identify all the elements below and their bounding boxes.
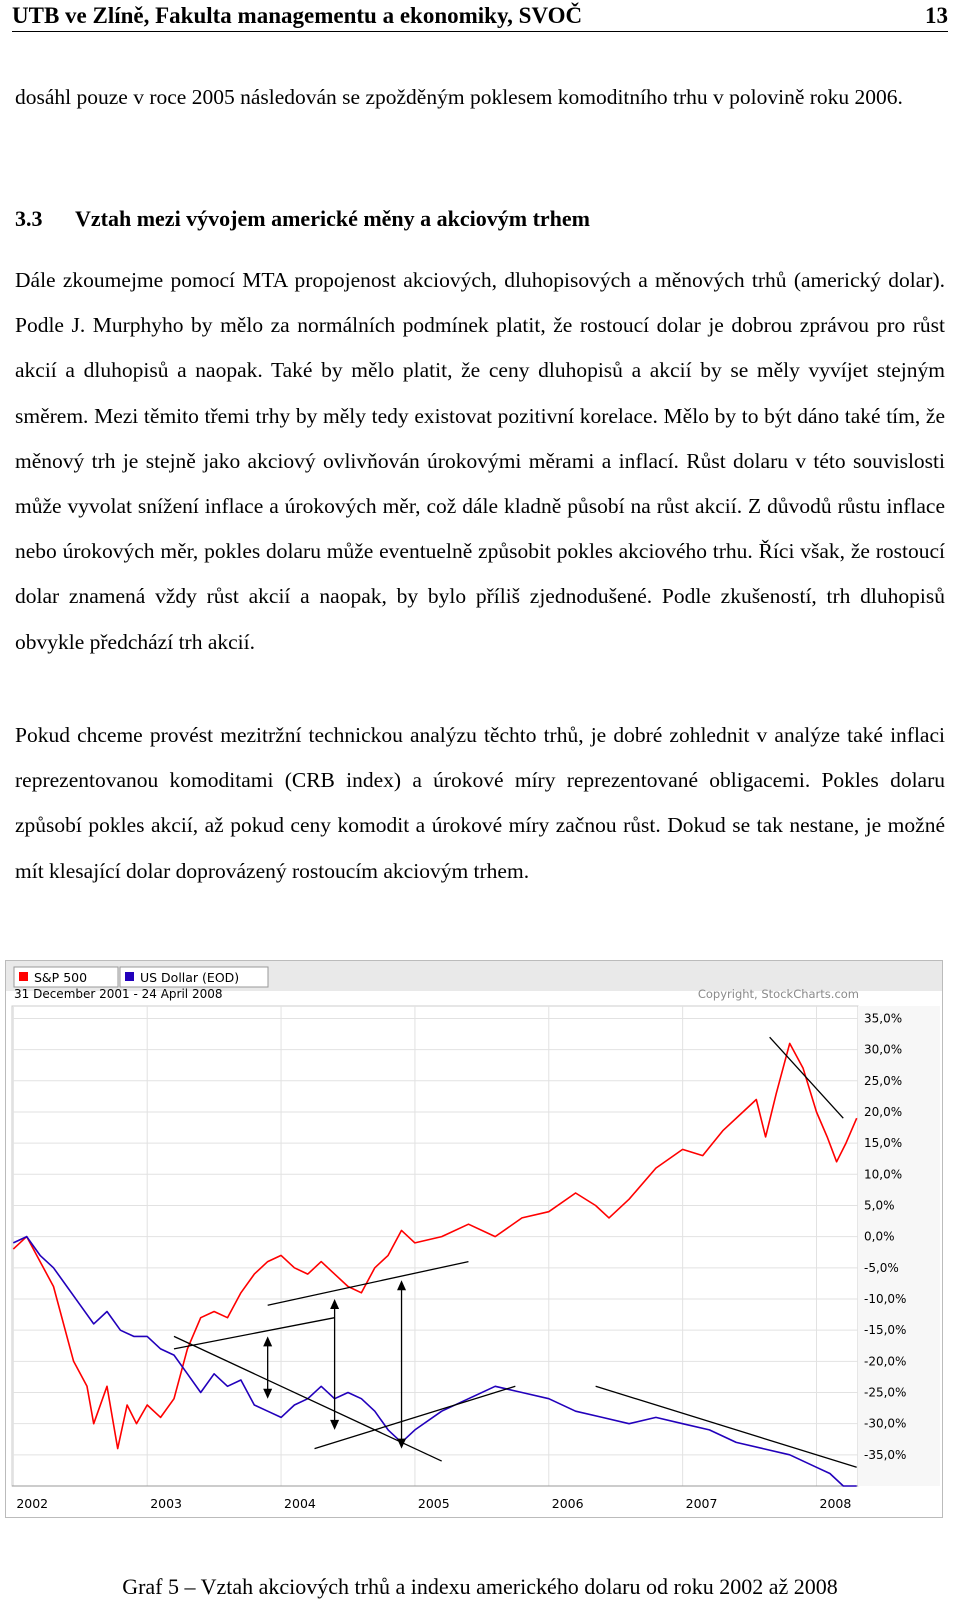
paragraph-2: Dále zkoumejme pomocí MTA propojenost akciových, dluhopisových a měnových trhů (americký dolar). Podle J. Murphyho by mělo za normálních podmínek platit, že rostoucí dolar je dobrou zprávou pro růst akcií a dluhopisů a naopak. Také by mělo platit, že ceny dluhopisů a akcií by se měly vyvíjet stejným směrem. Mezi těmito třemi trhy by měly tedy existovat pozitivní korelace. Mělo by to být dáno také tím, že měnový trh je stejně jako akciový ovlivňován úrokovými měrami a inflací. Růst dolaru v této souvislosti může vyvolat snížení inflace a úrokových měr, což dále kladně působí na růst akcií. Z důvodů růstu inflace nebo úrokových měr, pokles dolaru může eventuelně způsobit pokles akciového trhu. Říci však, že rostoucí dolar znamená vždy růst akcií a naopak, by bylo příliš zjednodušené. Podle zkušeností, trh dluhopisů obvykle předchází trh akcií. — [15, 268, 945, 654]
legend-label: S&P 500 — [34, 970, 88, 985]
x-tick-label: 2008 — [819, 1496, 852, 1511]
x-tick-label: 2005 — [417, 1496, 450, 1511]
y-tick-label: -10,0% — [864, 1291, 907, 1306]
plot-area — [12, 1006, 858, 1486]
y-tick-label: 25,0% — [864, 1073, 903, 1088]
x-tick-label: 2004 — [284, 1496, 316, 1511]
x-tick-label: 2007 — [685, 1496, 718, 1511]
legend-label: US Dollar (EOD) — [140, 970, 240, 985]
y-tick-label: 10,0% — [864, 1167, 903, 1182]
x-tick-label: 2002 — [16, 1496, 49, 1511]
y-tick-label: -30,0% — [864, 1416, 907, 1431]
y-tick-label: 20,0% — [864, 1104, 903, 1119]
header-title: UTB ve Zlíně, Fakulta managementu a ekonomiky, SVOČ — [12, 3, 583, 28]
y-tick-label: 35,0% — [864, 1011, 903, 1026]
paragraph-3: Pokud chceme provést mezitržní technickou analýzu těchto trhů, je dobré zohlednit v analýze také inflaci reprezentovanou komoditami (CRB index) a úrokové míry reprezentované obligacemi. Pokles dolaru způsobí pokles akcií, až pokud ceny komodit a úrokové míry začnou růst. Dokud se tak nestane, je možné mít klesající dolar doprovázený rostoucím akciovým trhem. — [15, 723, 945, 883]
y-tick-label: 30,0% — [864, 1042, 903, 1057]
page-number: 13 — [925, 3, 948, 28]
y-tick-label: 15,0% — [864, 1136, 903, 1151]
legend-swatch — [125, 972, 134, 981]
section-heading — [15, 206, 590, 232]
y-tick-label: -25,0% — [864, 1385, 907, 1400]
section-number: 3.3 — [15, 206, 43, 231]
section-title: Vztah mezi vývojem americké měny a akciovým trhem — [75, 206, 591, 231]
y-tick-label: 5,0% — [864, 1198, 895, 1213]
y-tick-label: -35,0% — [864, 1447, 907, 1462]
y-tick-label: -15,0% — [864, 1323, 907, 1338]
page-header — [12, 0, 948, 32]
copyright-label: Copyright, StockCharts.com — [697, 987, 859, 1001]
legend-swatch — [19, 972, 28, 981]
y-tick-label: -20,0% — [864, 1354, 907, 1369]
chart-panel — [5, 960, 943, 1518]
y-tick-label: -5,0% — [864, 1260, 899, 1275]
figure-caption: Graf 5 – Vztah akciových trhů a indexu amerického dolaru od roku 2002 až 2008 — [122, 1574, 838, 1599]
paragraph-1: dosáhl pouze v roce 2005 následován se zpožděným poklesem komoditního trhu v polovině roku 2006. — [15, 85, 903, 109]
chart-svg — [6, 961, 942, 1517]
date-range-label: 31 December 2001 - 24 April 2008 — [14, 987, 223, 1001]
x-tick-label: 2003 — [150, 1496, 183, 1511]
x-tick-label: 2006 — [551, 1496, 584, 1511]
y-tick-label: 0,0% — [864, 1229, 895, 1244]
